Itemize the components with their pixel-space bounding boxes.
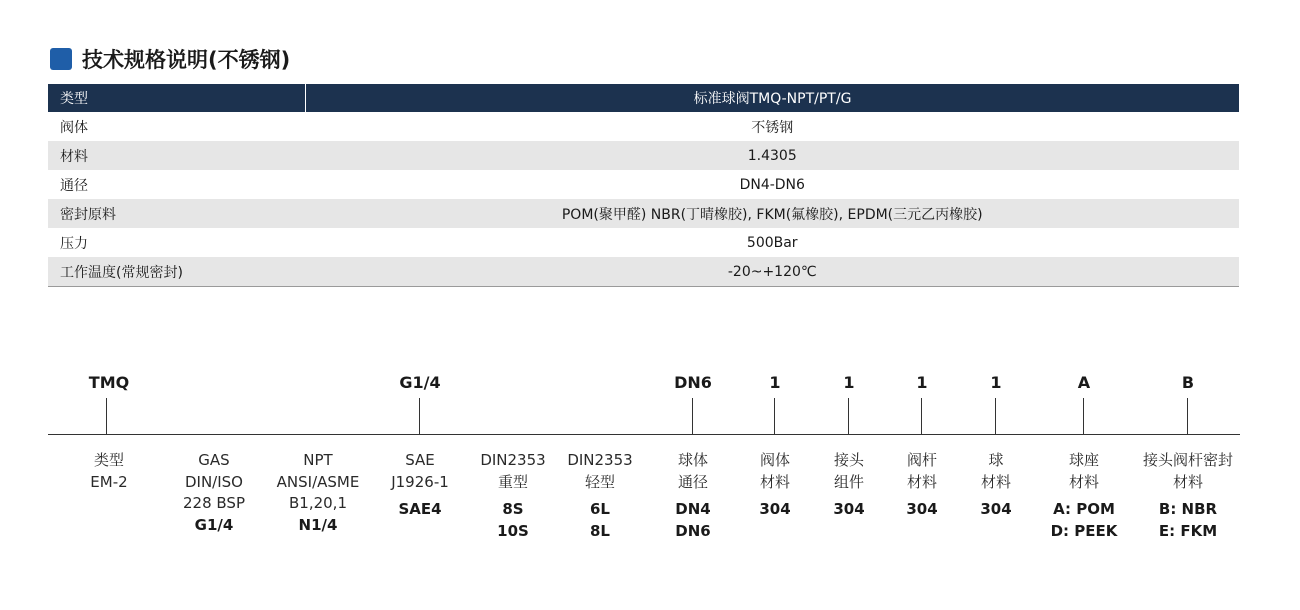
spec-row — [48, 112, 1239, 141]
code-seal: B — [1181, 373, 1195, 392]
option-column-body-material: 阀体 材料 304 — [759, 451, 791, 518]
connector-line — [419, 398, 420, 435]
spec-value: -20~+120℃ — [306, 257, 1240, 287]
spec-header-key: 类型 — [48, 84, 306, 112]
option-column-sae: SAE J1926-1 SAE4 — [391, 451, 449, 518]
spec-key: 工作温度(常规密封) — [48, 257, 306, 287]
spec-row — [48, 257, 1239, 287]
spec-table — [48, 84, 1239, 287]
spec-row — [48, 199, 1239, 228]
connector-line — [692, 398, 693, 435]
spec-header-row — [48, 84, 1239, 112]
option-column-stem-material: 阀杆 材料 304 — [906, 451, 938, 518]
code-ball-material: 1 — [990, 373, 1002, 392]
spec-key: 通径 — [60, 177, 88, 194]
connector-line — [921, 398, 922, 435]
connector-line — [1187, 398, 1188, 435]
baseline-divider — [48, 434, 1240, 435]
spec-key: 压力 — [60, 235, 88, 252]
connector-line — [106, 398, 107, 435]
connector-line — [774, 398, 775, 435]
spec-value: 500Bar — [746, 234, 798, 251]
option-column-din-heavy: DIN2353 重型 8S 10S — [480, 451, 546, 540]
section-title — [50, 44, 290, 74]
option-column-type: 类型 EM-2 — [90, 451, 128, 491]
spec-key: 阀体 — [60, 119, 88, 136]
code-seat: A — [1077, 373, 1091, 392]
option-column-npt: NPT ANSI/ASME B1,20,1 N1/4 — [276, 451, 360, 534]
option-column-bore: 球体 通径 DN4 DN6 — [675, 451, 711, 540]
option-column-seal: 接头阀杆密封 材料 B: NBR E: FKM — [1142, 451, 1234, 540]
section-title-text: 技术规格说明(不锈钢) — [82, 48, 291, 72]
spec-value: 1.4305 — [306, 141, 1240, 170]
connector-line — [848, 398, 849, 435]
spec-row — [48, 141, 1239, 170]
spec-row — [48, 170, 1239, 199]
spec-value: 不锈钢 — [751, 119, 794, 136]
title-marker-icon — [50, 48, 72, 70]
code-stem-material: 1 — [916, 373, 928, 392]
spec-header-value: 标准球阀TMQ-NPT/PT/G — [306, 84, 1240, 112]
code-body-material: 1 — [769, 373, 781, 392]
spec-row — [48, 228, 1239, 257]
option-column-din-light: DIN2353 轻型 6L 8L — [567, 451, 633, 540]
option-column-ball-material: 球 材料 304 — [980, 451, 1012, 518]
code-type: TMQ — [88, 373, 130, 392]
option-column-fitting: 接头 组件 304 — [833, 451, 865, 518]
code-thread: G1/4 — [399, 373, 441, 392]
option-column-gas: GAS DIN/ISO 228 BSP G1/4 — [183, 451, 245, 534]
connector-line — [1083, 398, 1084, 435]
spec-value: POM(聚甲醛) NBR(丁晴橡胶), FKM(氟橡胶), EPDM(三元乙丙橡胶) — [306, 199, 1240, 228]
code-fitting: 1 — [843, 373, 855, 392]
spec-value: DN4-DN6 — [739, 176, 805, 193]
option-column-seat: 球座 材料 A: POM D: PEEK — [1050, 451, 1118, 540]
spec-key: 密封原料 — [48, 199, 306, 228]
spec-key: 材料 — [48, 141, 306, 170]
code-bore: DN6 — [674, 373, 712, 392]
connector-line — [995, 398, 996, 435]
